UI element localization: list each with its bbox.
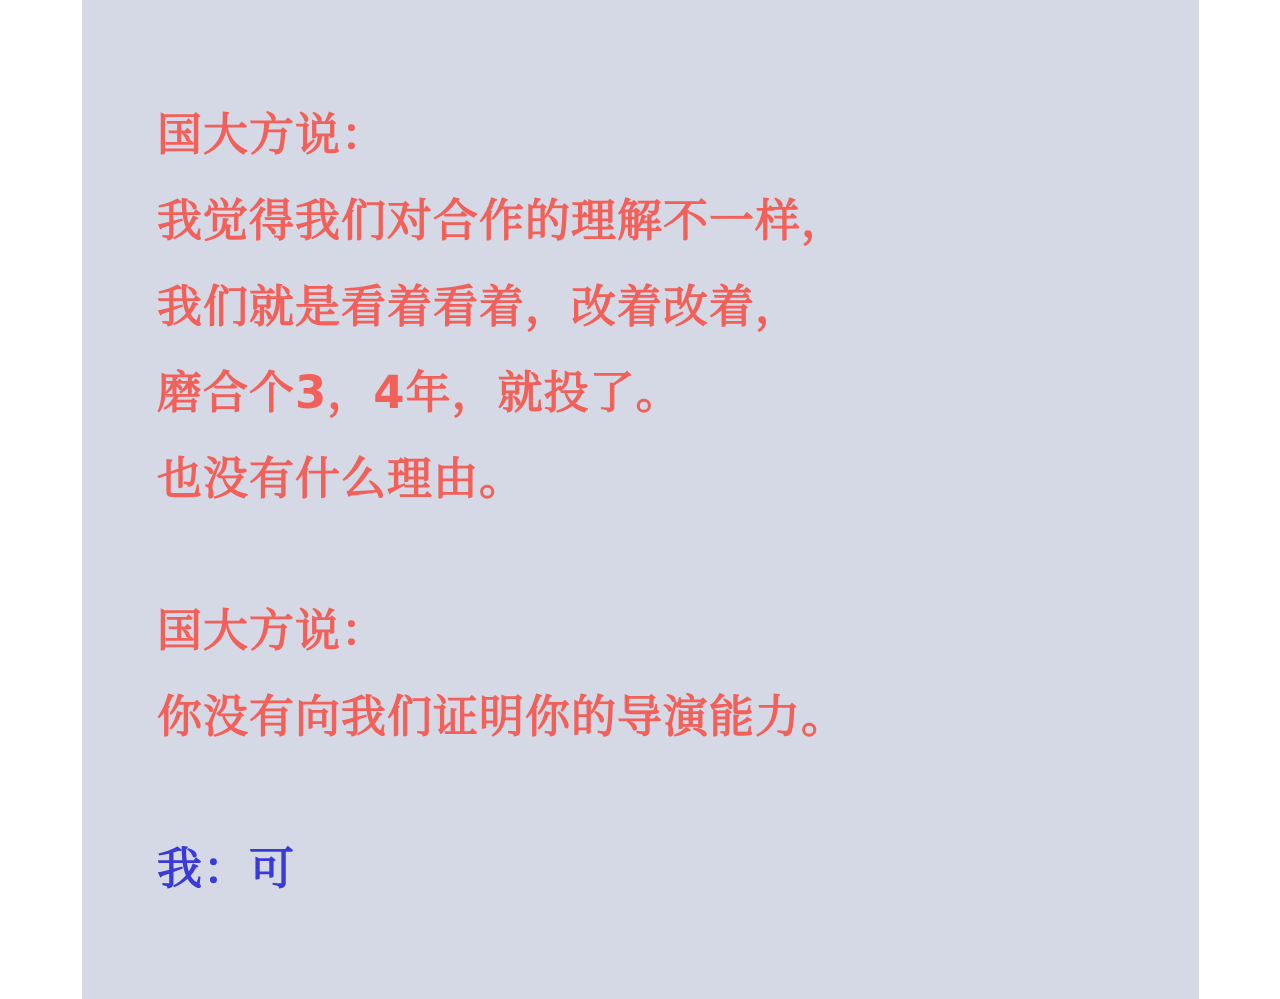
message-line-1-2: 我们就是看着看着，改着改着， [157, 280, 802, 333]
block-separator-2 [157, 760, 1159, 826]
speaker-label-1: 国大方说： [157, 108, 388, 161]
block-separator-1 [157, 522, 1159, 588]
content-panel [82, 0, 1199, 999]
message-line-1-3: 磨合个3，4年，就投了。 [157, 366, 682, 419]
message-line-2-1: 你没有向我们证明你的导演能力。 [157, 690, 848, 743]
message-line-1-1: 我觉得我们对合作的理解不一样， [157, 194, 848, 247]
speaker-label-2: 国大方说： [157, 604, 388, 657]
speaker-label-3: 我：可 [157, 842, 296, 895]
message-line-1-4: 也没有什么理由。 [157, 452, 526, 505]
chat-transcript [157, 92, 1159, 912]
